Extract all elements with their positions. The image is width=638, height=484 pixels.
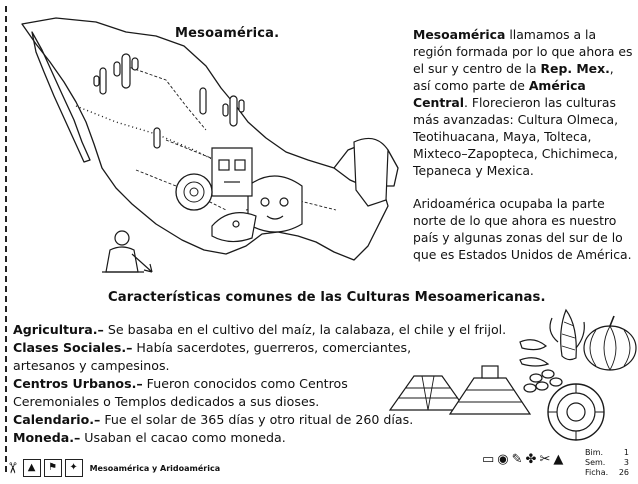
intro-text-3: . Florecieron las culturas más avanzadas: (413, 95, 616, 127)
footer-box-icon: ▲ (23, 459, 41, 477)
book-icon: ▭ (482, 452, 496, 467)
ficha-value: 26 (618, 468, 629, 477)
characteristic-term: Calendario.– (13, 412, 101, 427)
footer-box-icon: ⚑ (44, 459, 62, 477)
characteristic-text: Se basaba en el cultivo del maíz, la calabaza, el chile y el frijol. (103, 322, 507, 337)
chili-icon (520, 340, 548, 366)
beans-icon (524, 370, 562, 392)
footer-caption: Mesoamérica y Aridoamérica (89, 463, 221, 473)
characteristic-text: Fueron conocidos como Centros (142, 376, 348, 391)
eye-icon: ◉ (497, 452, 510, 467)
seated-figure-icon (102, 231, 144, 272)
scissors-icon: ✂ (3, 461, 22, 475)
glue-icon: ▲ (553, 452, 565, 467)
characteristic-text: Usaban el cacao como moneda. (80, 430, 286, 445)
calendar-stone-icon (176, 174, 212, 210)
scissors-icon: ✂ (539, 452, 552, 467)
footer-activity-icons (482, 452, 566, 467)
map-title: Mesoamérica. (175, 26, 280, 41)
characteristic-text: artesanos y campesinos. (13, 358, 170, 373)
serpent-head-icon (212, 213, 256, 242)
characteristic-text: Había sacerdotes, guerreros, comerciantes, (132, 340, 412, 355)
mexico-map-illustration (16, 10, 408, 292)
intro-term-rep-mex: Rep. Mex. (540, 61, 610, 76)
cut-line (5, 6, 7, 472)
bim-value: 1 (623, 448, 629, 457)
pyramid-icon (450, 366, 530, 414)
characteristic-term: Moneda.– (13, 430, 81, 445)
pyramid-icon (390, 376, 466, 410)
characteristics-illustration (370, 302, 638, 444)
footer-left (3, 456, 221, 480)
ficha-label: Ficha. (585, 468, 609, 477)
intro-text-1: llamamos a la región formada por lo que ahora es el sur y centro de la (413, 27, 633, 76)
baja-california-outline (32, 32, 90, 162)
intro-cultures-list: Cultura Olmeca, Teotihuacana, Maya, Tolteca, Mixteco–Zapopteca, Chichimeca, Tepaneca y Mexica. (413, 112, 619, 178)
cactus-icon (94, 54, 244, 148)
intro-term-america-central: América Central (413, 78, 586, 110)
intro-text-2: , así como parte de (413, 61, 614, 93)
puzzle-icon: ✤ (525, 452, 538, 467)
sem-value: 3 (623, 458, 629, 467)
bim-label: Bim. (585, 448, 604, 457)
aridoamerica-paragraph: Aridoamérica ocupaba la parte norte de lo que ahora es nuestro país y algunas zonas del sur de lo que es Estados Unidos de América. (413, 196, 632, 262)
corn-icon (550, 310, 584, 360)
characteristic-text: Fue el solar de 365 días y otro ritual de 260 días. (100, 412, 414, 427)
characteristic-text: Ceremoniales o Templos dedicados a sus dioses. (13, 394, 320, 409)
calendar-stone-icon (548, 384, 604, 440)
footer-box-icon: ✦ (65, 459, 83, 477)
characteristic-term: Centros Urbanos.– (13, 376, 143, 391)
mexico-outline (22, 18, 388, 260)
characteristic-term: Agricultura.– (13, 322, 104, 337)
intro-paragraph (413, 26, 633, 179)
characteristic-term: Clases Sociales.– (13, 340, 133, 355)
sem-label: Sem. (585, 458, 606, 467)
section-heading: Características comunes de las Culturas Mesoamericanas. (108, 290, 546, 305)
pumpkin-icon (584, 316, 636, 370)
intro-term-mesoamerica: Mesoamérica (413, 27, 506, 42)
sheet-meta (585, 448, 629, 478)
pencil-icon: ✎ (511, 452, 524, 467)
